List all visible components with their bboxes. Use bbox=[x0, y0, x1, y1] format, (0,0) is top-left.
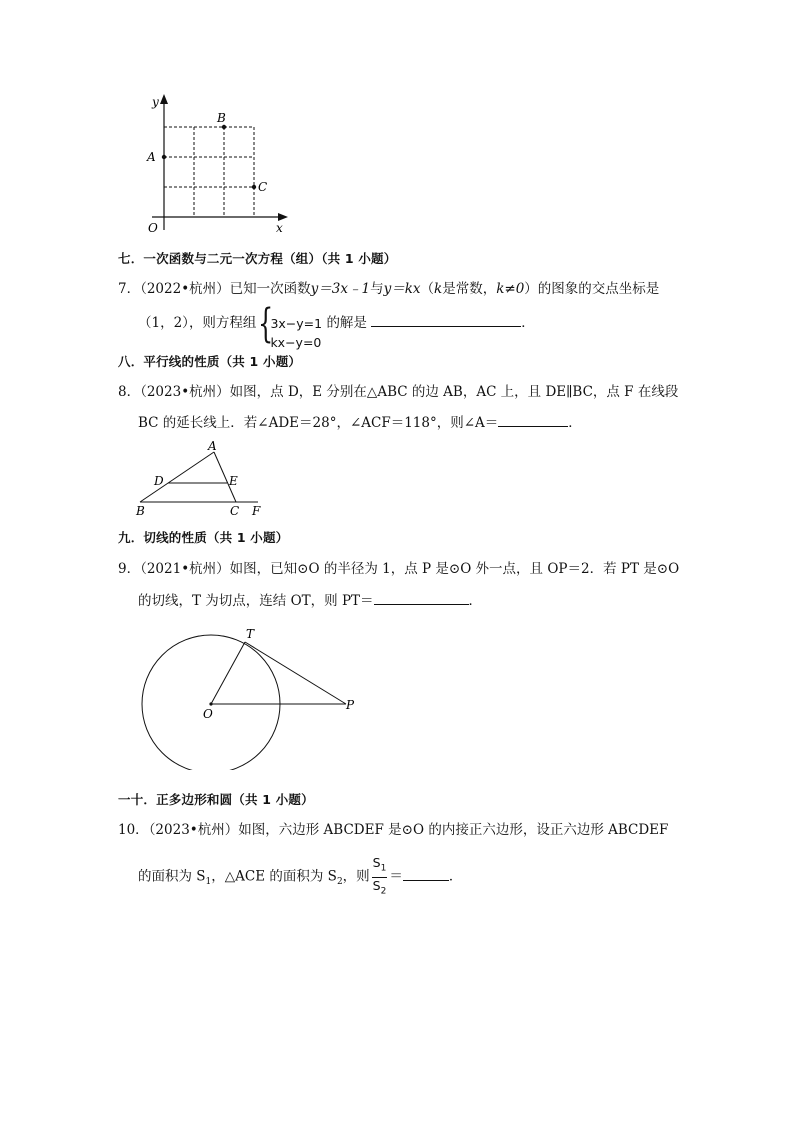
q10-text: 的面积为 S bbox=[138, 868, 206, 885]
fig-label-o: O bbox=[203, 707, 213, 721]
section-9-title: 九．切线的性质（共 1 小题） bbox=[118, 530, 289, 545]
q8-line1 bbox=[118, 381, 678, 403]
fig-label-t: T bbox=[246, 627, 255, 641]
q9-end: ． bbox=[468, 593, 483, 609]
q7-text: 与 bbox=[370, 281, 384, 297]
fig-label-c: C bbox=[230, 504, 240, 518]
circle-tangent-figure bbox=[130, 620, 370, 770]
q7-text: ，则方程组 bbox=[188, 315, 257, 331]
equation-1: 3x−y=1 bbox=[270, 315, 323, 331]
fig-label-b: B bbox=[136, 504, 145, 518]
grid-figure bbox=[130, 90, 300, 240]
section-10-title: 一十．正多边形和圆（共 1 小题） bbox=[118, 792, 314, 807]
fig-label-p: P bbox=[346, 698, 355, 712]
fig-label-a: A bbox=[208, 440, 217, 453]
q9-line2 bbox=[138, 590, 482, 612]
x-axis-label: x bbox=[276, 221, 283, 235]
section-7-title: 七．一次函数与二元一次方程（组）（共 1 小题） bbox=[118, 251, 397, 266]
q10-source: （2023•杭州） bbox=[148, 822, 239, 838]
origin-label: O bbox=[148, 221, 158, 235]
point-a-label: A bbox=[147, 150, 156, 164]
fig-label-e: E bbox=[229, 474, 238, 488]
q7-answer-blank[interactable] bbox=[371, 312, 521, 327]
section-8-title: 八．平行线的性质（共 1 小题） bbox=[118, 354, 302, 369]
frac-denominator-sub: 2 bbox=[380, 886, 387, 896]
q10-answer-blank[interactable] bbox=[403, 866, 449, 881]
q7-line2 bbox=[138, 300, 535, 350]
q8-line2 bbox=[138, 412, 582, 434]
q7-function-2: y＝kx bbox=[383, 281, 421, 297]
frac-numerator: S bbox=[372, 855, 381, 870]
fig-label-f: F bbox=[252, 504, 261, 518]
q8-number: 8． bbox=[118, 384, 141, 400]
q9-text: 如图，已知⊙O 的半径为 1，点 P 是⊙O 外一点，且 OP＝2．若 PT 是⊙O bbox=[229, 561, 680, 577]
point-c-label: C bbox=[258, 180, 268, 194]
q7-text: ）的图象的交点坐标是 bbox=[524, 281, 660, 297]
q8-end: ． bbox=[568, 415, 582, 431]
q7-text: 的解是 bbox=[326, 315, 367, 331]
q9-text: 的切线，T 为切点，连结 OT，则 PT＝ bbox=[138, 593, 374, 609]
q7-source: （2022•杭州） bbox=[140, 281, 230, 297]
q8-answer-blank[interactable] bbox=[498, 412, 568, 427]
q10-text: 如图，六边形 ABCDEF 是⊙O 的内接正六边形，设正六边形 ABCDEF bbox=[238, 822, 669, 838]
q7-text: 已知一次函数 bbox=[229, 281, 311, 297]
q7-text: （ bbox=[420, 281, 435, 297]
q8-text: 如图，点 D，E 分别在△ABC 的边 AB，AC 上，且 DE∥BC，点 F 在线段 bbox=[229, 384, 679, 400]
q7-line1 bbox=[118, 278, 659, 300]
q7-number: 7． bbox=[118, 281, 141, 297]
frac-numerator-sub: 1 bbox=[380, 863, 387, 874]
q7-k: k bbox=[434, 281, 443, 297]
s1-subscript: 1 bbox=[205, 877, 212, 888]
q10-text: ＝ bbox=[389, 868, 403, 885]
ratio-fraction bbox=[372, 855, 388, 899]
equation-2: kx−y=0 bbox=[270, 334, 322, 350]
brace-icon: { bbox=[258, 300, 274, 347]
q7-k-condition: k≠0 bbox=[496, 281, 525, 297]
q10-line2 bbox=[138, 855, 462, 900]
point-b-label: B bbox=[217, 111, 226, 125]
q7-point: （1，2） bbox=[138, 315, 189, 331]
fig-label-d: D bbox=[154, 474, 164, 488]
q9-line1 bbox=[118, 558, 679, 580]
frac-denominator: S bbox=[372, 877, 381, 893]
q9-source: （2021•杭州） bbox=[140, 561, 230, 577]
triangle-figure bbox=[130, 440, 280, 520]
q10-number: 10． bbox=[118, 822, 149, 838]
q9-number: 9． bbox=[118, 561, 141, 577]
q9-answer-blank[interactable] bbox=[374, 590, 469, 605]
q10-text: ，则 bbox=[342, 868, 370, 885]
q7-function-1: y＝3x﹣1 bbox=[310, 281, 371, 297]
q7-end: ． bbox=[521, 315, 535, 331]
equation-system bbox=[258, 300, 324, 350]
q10-text: ，△ACE 的面积为 S bbox=[211, 868, 337, 885]
q8-text: BC 的延长线上．若∠ADE＝28°，∠ACF＝118°，则∠A＝ bbox=[138, 415, 499, 431]
q10-end: ． bbox=[448, 868, 463, 885]
q7-text: 是常数， bbox=[442, 281, 497, 297]
y-axis-label: y bbox=[152, 95, 159, 109]
q10-line1 bbox=[118, 819, 668, 841]
q8-source: （2023•杭州） bbox=[140, 384, 230, 400]
s2-subscript: 2 bbox=[336, 877, 343, 888]
